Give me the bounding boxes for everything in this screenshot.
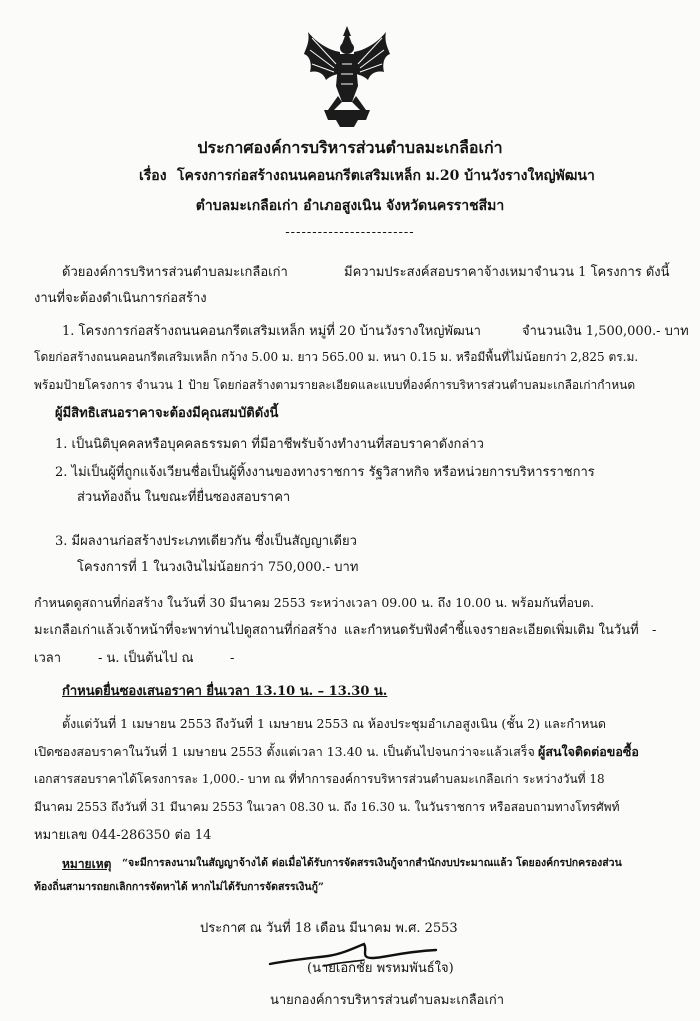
project-budget: จำนวนเงิน 1,500,000.- บาท bbox=[522, 324, 689, 339]
submission-line1: ตั้งแต่วันที่ 1 เมษายน 2553 ถึงวันที่ 1 เมษายน 2553 ณ ห้องประชุมอำเภอสูงเนิน (ชั้น 2) และกำหนด bbox=[62, 716, 606, 731]
submission-line3: เอกสารสอบราคาได้โครงการละ 1,000.- บาท ณ ที่ทำการองค์การบริหารส่วนตำบลมะเกลือเก่า ระหว่างวันที่ 18 bbox=[34, 772, 605, 786]
signer-position: นายกองค์การบริหารส่วนตำบลมะเกลือเก่า bbox=[270, 993, 505, 1008]
qualification-item-3-sub: โครงการที่ 1 ในวงเงินไม่น้อยกว่า 750,000.- บาท bbox=[77, 560, 359, 575]
remark-line1: “จะมีการลงนามในสัญญาจ้างได้ ต่อเมื่อได้รับการจัดสรรเงินกู้จากสำนักงบประมาณแล้ว โดยองค์กรปกครองส่วน bbox=[122, 857, 622, 869]
qualifications-heading: ผู้มีสิทธิเสนอราคาจะต้องมีคุณสมบัติดังนี้ bbox=[55, 406, 279, 421]
document-title: ประกาศองค์การบริหารส่วนตำบลมะเกลือเก่า bbox=[197, 138, 503, 157]
site-visit-line3-b: - น. เป็นต้นไป ณ bbox=[98, 651, 194, 666]
qualification-item-2b: ส่วนท้องถิ่น ในขณะที่ยื่นซองสอบราคา bbox=[77, 490, 291, 505]
project-line2: โดยก่อสร้างถนนคอนกรีตเสริมเหล็ก กว้าง 5.00 ม. ยาว 565.00 ม. หนา 0.15 ม. หรือมีพื้นที่ไม่น้อยกว่า 2,825 ตร.ม. bbox=[34, 350, 639, 364]
site-visit-line2-a: มะเกลือเก่าแล้วเจ้าหน้าที่จะพาท่านไปดูสถานที่ก่อสร้าง bbox=[34, 623, 337, 638]
site-visit-line2-b: และกำหนดรับฟังคำชี้แจงรายละเอียดเพิ่มเติม ในวันที่ bbox=[344, 623, 639, 638]
submission-line2-a: เปิดซองสอบราคาในวันที่ 1 เมษายน 2553 ตั้งแต่เวลา 13.40 น. เป็นต้นไปจนกว่าจะแล้วเสร็จ bbox=[34, 744, 535, 759]
location-line: ตำบลมะเกลือเก่า อำเภอสูงเนิน จังหวัดนครราชสีมา bbox=[195, 198, 505, 214]
header-divider: ------------------------ bbox=[285, 225, 415, 240]
submission-line5: หมายเลข 044-286350 ต่อ 14 bbox=[34, 828, 212, 843]
submission-line4: มีนาคม 2553 ถึงวันที่ 31 มีนาคม 2553 ในเวลา 08.30 น. ถึง 16.30 น. ในวันราชการ หรือสอบถามทางโทรศัพท์ bbox=[34, 800, 620, 814]
site-visit-line3-a: เวลา bbox=[34, 651, 62, 666]
subject-text: โครงการก่อสร้างถนนคอนกรีตเสริมเหล็ก ม.20 บ้านวังรางใหญ่พัฒนา bbox=[177, 168, 595, 184]
garuda-emblem-icon bbox=[302, 24, 392, 128]
intro-line2: งานที่จะต้องดำเนินการก่อสร้าง bbox=[34, 291, 207, 306]
qualification-item-3: 3. มีผลงานก่อสร้างประเภทเดียวกัน ซึ่งเป็นสัญญาเดียว bbox=[55, 534, 357, 549]
intro-line1-b: มีความประสงค์สอบราคาจ้างเหมาจำนวน 1 โครงการ ดังนี้ bbox=[344, 265, 670, 280]
submission-line2-b: ผู้สนใจติดต่อขอซื้อ bbox=[538, 744, 639, 759]
site-visit-line2-c: - bbox=[652, 623, 657, 638]
project-line1-a: 1. โครงการก่อสร้างถนนคอนกรีตเสริมเหล็ก หมู่ที่ 20 บ้านวังรางใหญ่พัฒนา bbox=[62, 324, 481, 339]
qualification-item-1: 1. เป็นนิติบุคคลหรือบุคคลธรรมดา ที่มีอาชีพรับจ้างทำงานที่สอบราคาดังกล่าว bbox=[55, 437, 484, 452]
remark-label: หมายเหตุ bbox=[62, 857, 112, 871]
project-line3: พร้อมป้ายโครงการ จำนวน 1 ป้าย โดยก่อสร้างตามรายละเอียดและแบบที่องค์การบริหารส่วนตำบลมะเกลือเก่ากำหนด bbox=[34, 378, 636, 392]
subject-label: เรื่อง bbox=[139, 168, 167, 184]
site-visit-line1: กำหนดดูสถานที่ก่อสร้าง ในวันที่ 30 มีนาคม 2553 ระหว่างเวลา 09.00 น. ถึง 10.00 น. พร้อมกันที่อบต. bbox=[34, 595, 595, 610]
signer-name: (นายเอกชัย พรหมพันธ์ใจ) bbox=[307, 961, 454, 976]
announcement-date: ประกาศ ณ วันที่ 18 เดือน มีนาคม พ.ศ. 2553 bbox=[200, 921, 458, 936]
submission-heading: กำหนดยื่นซองเสนอราคา ยื่นเวลา 13.10 น. – 13.30 น. bbox=[62, 684, 388, 699]
site-visit-line3-c: - bbox=[230, 651, 235, 666]
remark-line2: ท้องถิ่นสามารถยกเลิกการจัดหาได้ หากไม่ได้รับการจัดสรรเงินกู้” bbox=[34, 881, 324, 893]
qualification-item-2a: 2. ไม่เป็นผู้ที่ถูกแจ้งเวียนชื่อเป็นผู้ทิ้งงานของทางราชการ รัฐวิสาหกิจ หรือหน่วยการบริหารราชการ bbox=[55, 465, 595, 480]
intro-line1-a: ด้วยองค์การบริหารส่วนตำบลมะเกลือเก่า bbox=[62, 265, 288, 280]
